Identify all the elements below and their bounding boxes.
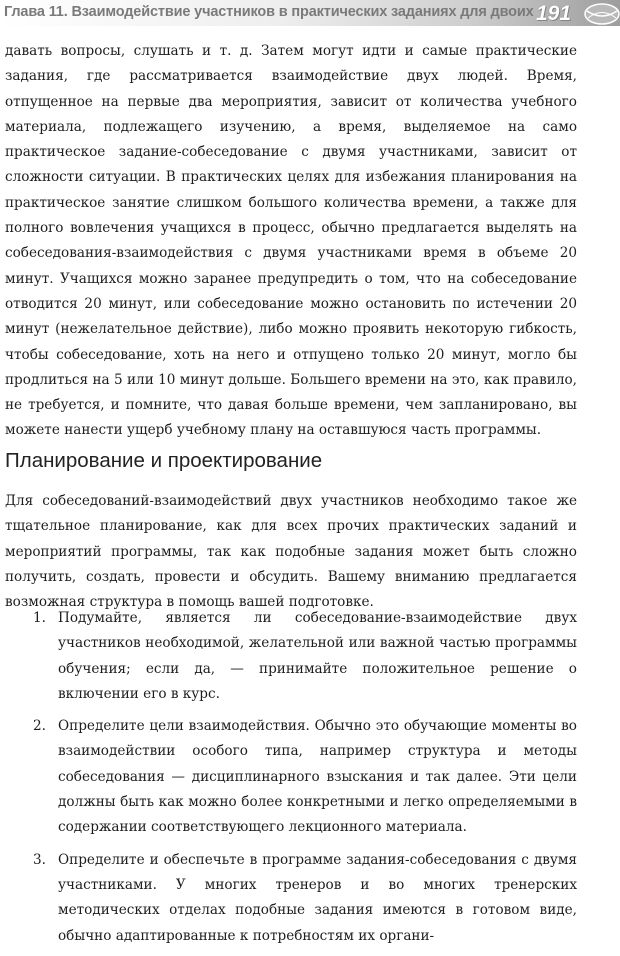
list-item-number: 1.	[33, 610, 46, 626]
page-number: 191	[536, 2, 572, 25]
list-item-text: Определите и обеспечьте в программе задания-собеседования с двумя участниками. У многих тренеров и во многих тренерских методических отделах подобные задания имеются в готовом виде, обычно адаптированные к потребностям их органи-	[58, 851, 577, 944]
section-heading: Планирование и проектирование	[5, 449, 323, 472]
list-item-text: Подумайте, является ли собеседование-взаимодействие двух участников необходимой, желательной или важной частью программы обучения; если да, — принимайте положительное решение о включении его в курс.	[58, 610, 577, 702]
list-item-number: 3.	[33, 851, 46, 868]
list-item	[0, 714, 620, 840]
section-intro-paragraph: Для собеседований-взаимодействий двух участников необходимо такое же тщательное планирование, как для всех прочих практических заданий и мероприятий программы, так как подобные задания может быть сложно получить, создать, провести и обсудить. Вашему вниманию предлагается возможная структура в помощь вашей подготовке.	[5, 493, 577, 611]
list-item-number: 2.	[33, 718, 46, 735]
steps-list	[0, 606, 620, 956]
continuation-paragraph: давать вопросы, слушать и т. д. Затем могут идти и самые практические задания, где рассматривается взаимодействие двух людей. Время, отпущенное на первые два мероприятия, зависит от количества учебного материала, подлежащего изучению, а время, выделяемое на само практическое задание-собеседование с двумя участниками, зависит от сложности ситуации. В практических целях для избежания планирования на практическое занятие слишком большого количества времени, а также для полного вовлечения учащихся в процесс, обычно предлагается выделять на собеседования-взаимодействия с двумя участниками время в объеме 20 минут. Учащихся можно заранее предупредить о том, что на собеседование отводится 20 минут, или собеседование можно остановить по истечении 20 минут (нежелательное действие), либо можно проявить некоторую гибкость, чтобы собеседование, хоть на него и отпущено только 20 минут, могло бы продлиться на 5 или 10 минут дольше. Большего времени на это, как правило, не требуется, и помните, что давая больше времени, чем запланировано, вы можете нанести ущерб учебному плану на оставшуюся часть программы.	[5, 43, 577, 439]
list-item	[0, 848, 620, 949]
page-header	[0, 0, 620, 26]
list-item	[0, 606, 620, 707]
chapter-title: Глава 11. Взаимодействие участников в практических заданиях для двоих	[4, 4, 534, 20]
tennis-ball-icon	[582, 3, 620, 25]
list-item-text: Определите цели взаимодействия. Обычно это обучающие моменты во взаимодействии особого типа, например структура и методы собеседования — дисциплинарного взыскания и так далее. Эти цели должны быть как можно более конкретными и легко определяемыми в содержании соответствующего лекционного материала.	[58, 718, 577, 836]
